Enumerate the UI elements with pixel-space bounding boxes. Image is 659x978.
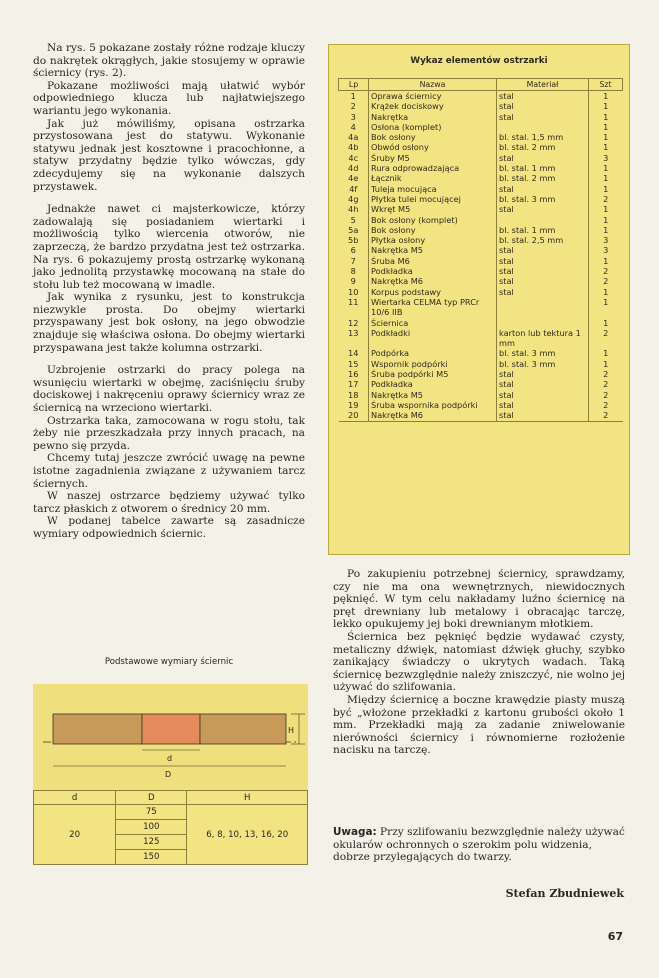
part-number: 4d: [339, 163, 369, 173]
dims-header-d: d: [34, 791, 116, 805]
part-qty: 1: [603, 224, 609, 235]
paragraph: Po zakupieniu potrzebnej ściernicy, sprawdzamy, czy nie ma ona wewnętrznych, niewidocznych pęknięć. W tym celu nakładamy luźno ściernicę na pręt drewniany lub metalowy i obracając tarczę, lekko opukujemy jej boki drewnianym młotkiem.: [333, 568, 625, 631]
part-number: 3: [339, 112, 369, 122]
part-name: Krążek dociskowy: [369, 101, 497, 111]
author-signature: Stefan Zbudniewek: [505, 887, 624, 900]
part-number: 12: [339, 318, 369, 328]
part-number: 4: [339, 122, 369, 132]
part-qty: 1: [603, 358, 609, 369]
table-row: [339, 225, 623, 235]
table-row: [339, 101, 623, 111]
part-number: 4c: [339, 153, 369, 163]
col-header-qty: Szt: [589, 79, 623, 91]
table-row: [339, 204, 623, 214]
col-header-name: Nazwa: [369, 79, 497, 91]
part-name: Podkładki: [369, 328, 497, 349]
part-material: bl. stal. 2 mm: [497, 173, 589, 183]
dims-D-value: 150: [116, 850, 187, 865]
part-name: Bok osłony: [369, 225, 497, 235]
parts-list-title: Wykaz elementów ostrzarki: [410, 56, 548, 66]
paragraph: Uzbrojenie ostrzarki do pracy polega na wsunięciu wiertarki w obejmę, zaciśnięciu śruby dociskowej i nakręceniu oprawy ściernicy wraz ze ściernicą na wrzeciono wiertarki.: [33, 364, 305, 415]
col-header-lp: Lp: [339, 79, 369, 91]
part-number: 14: [339, 348, 369, 358]
table-row: [339, 215, 623, 225]
page-number: 67: [607, 930, 623, 943]
dims-D-value: 125: [116, 835, 187, 850]
part-material: bl. stal. 3 mm: [497, 359, 589, 369]
parts-list-box: [328, 44, 630, 555]
part-material: bl. stal. 1,5 mm: [497, 132, 589, 142]
part-qty: 1: [603, 142, 609, 153]
d-label: d: [167, 754, 173, 763]
part-name: Nakrętka: [369, 112, 497, 122]
table-row: [339, 235, 623, 245]
wheel-dimension-drawing: [33, 684, 308, 790]
paragraph: Między ściernicę a boczne krawędzie piasty muszą być „włożone przekładki z kartonu grubości około 1 mm. Przekładki mają za zadanie zniwelowanie nierówności ściernicy i równomierne rozłożenie nacisku na tarczę.: [333, 693, 625, 757]
part-material: stal: [497, 400, 589, 410]
dims-d-value: 20: [34, 805, 116, 865]
part-number: 5b: [339, 235, 369, 245]
warning-text: Przy szlifowaniu bezwzględnie należy używać okularów ochronnych o szerokim polu widzenia, dobrze przylegających do twarzy.: [333, 826, 625, 864]
part-qty: 1: [603, 214, 609, 225]
part-name: Bok osłony: [369, 132, 497, 142]
part-number: 17: [339, 379, 369, 389]
part-material: stal: [497, 91, 589, 102]
part-name: Płytka osłony: [369, 235, 497, 245]
part-number: 16: [339, 369, 369, 379]
part-material: [497, 122, 589, 132]
part-name: Wkręt M5: [369, 204, 497, 214]
paragraph: Pokazane możliwości mają ułatwić wybór odpowiedniego klucza lub najłatwiejszego wariantu jego wykonania.: [33, 79, 305, 117]
part-material: [497, 215, 589, 225]
part-qty: 2: [603, 193, 609, 204]
part-material: stal: [497, 287, 589, 297]
part-material: stal: [497, 369, 589, 379]
table-row: [339, 276, 623, 286]
part-qty: 1: [603, 183, 609, 194]
h-label: H: [288, 726, 295, 735]
part-qty: 2: [603, 389, 609, 400]
part-qty: 2: [603, 276, 609, 287]
part-number: 11: [339, 297, 369, 318]
part-number: 4b: [339, 142, 369, 152]
part-name: Nakrętka M5: [369, 245, 497, 255]
part-number: 4h: [339, 204, 369, 214]
part-material: bl. stal. 1 mm: [497, 225, 589, 235]
part-number: 4a: [339, 132, 369, 142]
part-name: Nakrętka M6: [369, 276, 497, 286]
part-name: Śruba M6: [369, 256, 497, 266]
part-name: Oprawa ściernicy: [369, 91, 497, 102]
part-name: Korpus podstawy: [369, 287, 497, 297]
table-row: [339, 379, 623, 389]
part-material: karton lub tektura 1 mm: [497, 328, 589, 349]
part-material: stal: [497, 153, 589, 163]
part-qty: 2: [603, 379, 609, 390]
part-number: 9: [339, 276, 369, 286]
part-material: stal: [497, 410, 589, 421]
part-qty: 1: [603, 173, 609, 184]
part-name: Śruba podpórki M5: [369, 369, 497, 379]
part-qty: 1: [603, 111, 609, 122]
part-qty: 3: [603, 245, 609, 256]
part-qty: 2: [603, 327, 609, 338]
table-row: [339, 91, 623, 102]
part-qty: 1: [603, 317, 609, 328]
table-row: [339, 132, 623, 142]
part-number: 5a: [339, 225, 369, 235]
part-material: stal: [497, 266, 589, 276]
part-qty: 1: [603, 255, 609, 266]
table-row: [339, 328, 623, 349]
table-row: [339, 173, 623, 183]
part-qty: 1: [603, 101, 609, 112]
part-material: stal: [497, 184, 589, 194]
part-qty: 2: [603, 266, 609, 277]
table-row: [339, 390, 623, 400]
part-qty: 1: [603, 296, 609, 307]
part-qty: 2: [589, 410, 623, 421]
paragraph: Na rys. 5 pokazane zostały różne rodzaje kluczy do nakrętek okrągłych, jakie stosujemy w oprawie ściernicy (rys. 2).: [33, 42, 305, 80]
part-qty: 2: [603, 369, 609, 380]
paragraph: W naszej ostrzarce będziemy używać tylko tarcz płaskich z otworem o średnicy 20 mm.: [33, 490, 305, 515]
warning-label: Uwaga:: [333, 826, 377, 838]
part-material: bl. stal. 3 mm: [497, 194, 589, 204]
table-row: [339, 359, 623, 369]
part-name: Łącznik: [369, 173, 497, 183]
part-name: Osłona (komplet): [369, 122, 497, 132]
part-material: bl. stal. 2,5 mm: [497, 235, 589, 245]
part-material: bl. stal. 3 mm: [497, 348, 589, 358]
dims-header-H: H: [187, 791, 308, 805]
part-material: stal: [497, 276, 589, 286]
part-name: Śruba wspornika podpórki: [369, 400, 497, 410]
part-qty: 3: [603, 235, 609, 246]
part-qty: 3: [603, 152, 609, 163]
table-row: [339, 112, 623, 122]
dims-D-value: 75: [116, 805, 187, 820]
table-row: [339, 369, 623, 379]
part-name: Tuleja mocująca: [369, 184, 497, 194]
table-row: [339, 163, 623, 173]
table-row: [339, 400, 623, 410]
part-name: Podkładka: [369, 266, 497, 276]
part-material: stal: [497, 390, 589, 400]
part-name: Śruby M5: [369, 153, 497, 163]
part-qty: 2: [603, 399, 609, 410]
part-number: 2: [339, 101, 369, 111]
paragraph: W podanej tabelce zawarte są zasadnicze wymiary odpowiednich ściernic.: [33, 515, 305, 540]
part-material: stal: [497, 204, 589, 214]
part-name: Nakrętka M5: [369, 390, 497, 400]
part-qty: 1: [603, 348, 609, 359]
part-qty: 1: [603, 121, 609, 132]
paragraph: Chcemy tutaj jeszcze zwrócić uwagę na pewne istotne zagadnienia związane z używaniem tarcz ściernych.: [33, 452, 305, 490]
wheel-dimensions-table: [33, 790, 308, 865]
part-number: 18: [339, 390, 369, 400]
part-material: bl. stal. 2 mm: [497, 142, 589, 152]
left-column-text: [33, 42, 305, 541]
part-number: 4g: [339, 194, 369, 204]
part-material: stal: [497, 112, 589, 122]
part-material: stal: [497, 379, 589, 389]
part-qty: 1: [603, 91, 609, 101]
part-name: Wiertarka CELMA typ PRCr 10/6 IIB: [369, 297, 497, 318]
part-number: 5: [339, 215, 369, 225]
paragraph: Ściernica bez pęknięć będzie wydawać czysty, metaliczny dźwięk, natomiast dźwięk głuchy, szybko zanikający świadczy o ukrytych wadach. Taką ściernicę bezwzględnie należy zniszczyć, nie wolno jej używać do szlifowania.: [333, 630, 625, 694]
table-row: [339, 256, 623, 266]
part-number: 7: [339, 256, 369, 266]
dims-D-value: 100: [116, 820, 187, 835]
wheel-hub-section: [142, 714, 200, 744]
table-row: [339, 184, 623, 194]
part-number: 6: [339, 245, 369, 255]
table-row: [339, 153, 623, 163]
D-label: D: [165, 770, 172, 779]
part-name: Płytka tulei mocującej: [369, 194, 497, 204]
part-qty: 1: [603, 286, 609, 297]
paragraph: Ostrzarka taka, zamocowana w rogu stołu, tak żeby nie przeszkadzała przy innych pracach, na pewno się przyda.: [33, 414, 305, 452]
part-material: stal: [497, 245, 589, 255]
table-row: [339, 287, 623, 297]
table-row: [339, 142, 623, 152]
paragraph: Jak już mówiliśmy, opisana ostrzarka przystosowana jest do statywu. Wykonanie statywu jednak jest kosztowne i pracochłonne, a statyw przydatny będzie tylko wówczas, gdy zdecydujemy się na wykonanie dalszych przystawek.: [33, 117, 305, 193]
part-qty: 1: [603, 132, 609, 143]
part-number: 4e: [339, 173, 369, 183]
part-qty: 1: [603, 163, 609, 174]
parts-table-body: [339, 91, 623, 422]
wheel-section-right: [200, 714, 286, 744]
part-material: stal: [497, 256, 589, 266]
part-number: 20: [339, 410, 369, 421]
part-number: 1: [339, 91, 369, 102]
part-name: Ściernica: [369, 318, 497, 328]
part-name: Nakrętka M6: [369, 410, 497, 421]
dims-header-D: D: [116, 791, 187, 805]
table-row: [339, 194, 623, 204]
part-qty: 1: [603, 204, 609, 215]
parts-table: [338, 78, 623, 422]
part-number: 19: [339, 400, 369, 410]
wheel-dimensions-title: Podstawowe wymiary ściernic: [104, 657, 234, 667]
part-number: 10: [339, 287, 369, 297]
table-row: [339, 410, 623, 421]
table-row: [339, 297, 623, 318]
part-number: 15: [339, 359, 369, 369]
part-material: bl. stal. 1 mm: [497, 163, 589, 173]
part-material: [497, 318, 589, 328]
part-name: Obwód osłony: [369, 142, 497, 152]
table-row: [339, 348, 623, 358]
part-name: Podkładka: [369, 379, 497, 389]
dims-H-values: 6, 8, 10, 13, 16, 20: [187, 805, 308, 865]
col-header-material: Materiał: [497, 79, 589, 91]
part-name: Bok osłony (komplet): [369, 215, 497, 225]
wheel-section-left: [53, 714, 142, 744]
table-row: [339, 122, 623, 132]
part-material: stal: [497, 101, 589, 111]
table-row: [339, 318, 623, 328]
right-column-text: [333, 568, 625, 757]
table-row: [339, 245, 623, 255]
part-name: Wspornik podpórki: [369, 359, 497, 369]
warning-note: [333, 826, 625, 864]
part-name: Podpórka: [369, 348, 497, 358]
part-number: 13: [339, 328, 369, 349]
part-name: Rura odprowadzająca: [369, 163, 497, 173]
part-number: 8: [339, 266, 369, 276]
paragraph: Jednakże nawet ci majsterkowicze, którzy zadowalają się posiadaniem wiertarki i możliwością tylko wiercenia otworów, nie zaprzeczą, że bardzo przydatna jest też ostrzarka. Na rys. 6 pokazujemy prostą ostrzarkę wykonaną jako jednolitą przystawkę mocowaną na stałe do stołu lub też mocowaną w imadle.: [33, 203, 305, 291]
part-material: [497, 297, 589, 318]
paragraph: Jak wynika z rysunku, jest to konstrukcja niezwykle prosta. Do obejmy wiertarki przyspawany jest bok osłony, na jego obwodzie znajduje się właściwa osłona. Do obejmy wiertarki przyspawana jest także kolumna ostrzarki.: [33, 291, 305, 354]
table-row: [339, 266, 623, 276]
part-number: 4f: [339, 184, 369, 194]
